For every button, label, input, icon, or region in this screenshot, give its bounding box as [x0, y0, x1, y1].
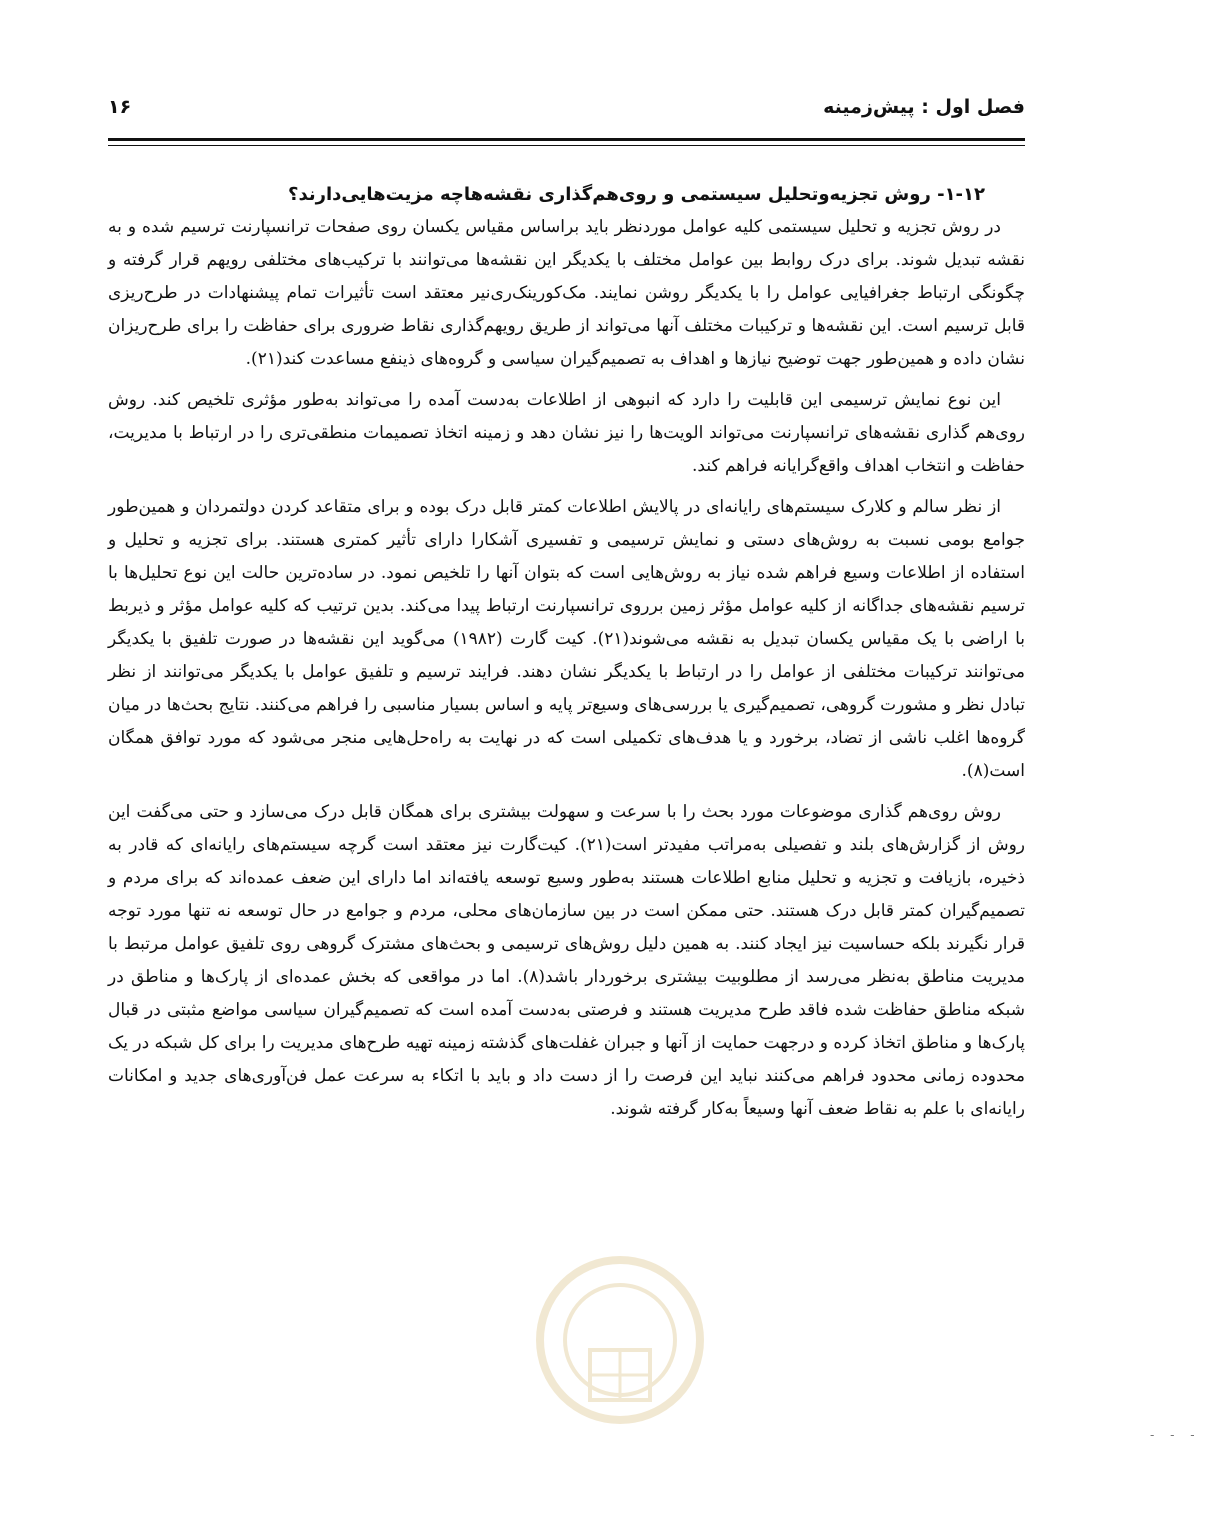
paragraph-1: در روش تجزیه و تحلیل سیستمی کلیه عوامل موردنظر باید براساس مقیاس یکسان روی صفحات ترانسپارنت ترسیم شده و به نقشه تبدیل شوند. برای درک روابط بین عوامل مختلف با یکدیگر این نقشه‌ها می‌توانند با ترکیب‌های مختلفی رویهم قرار گرفته و چگونگی ارتباط جغرافیایی عوامل را با یکدیگر روشن نمایند. مک‌کورینک‌ری‌نیر معتقد است تأثیرات تمام پیشنهادات در طرح‌ریزی قابل ترسیم است. این نقشه‌ها و ترکیبات مختلف آنها می‌تواند از طریق رویهم‌گذاری نقاط ضروری برای حفاظت را برای طرح‌ریزان نشان داده و همین‌طور جهت توضیح نیازها و اهداف به تصمیم‌گیران سیاسی و گروه‌های ذینفع مساعدت کند(۲۱). [108, 217, 1025, 369]
paragraph-2: این نوع نمایش ترسیمی این قابلیت را دارد که انبوهی از اطلاعات به‌دست آمده را می‌تواند به‌طور مؤثری تلخیص کند. روش روی‌هم گذاری نقشه‌های ترانسپارنت می‌تواند الویت‌ها را نیز نشان دهد و زمینه اتخاذ تصمیمات منطقی‌تری را در ارتباط با مدیریت، حفاظت و انتخاب اهداف واقع‌گرایانه فراهم کند. [108, 390, 1025, 476]
page-content [108, 178, 1025, 1134]
header-rule-thin [108, 145, 1025, 146]
watermark-logo [520, 1230, 720, 1470]
margin-marks: - - - [1150, 1428, 1201, 1442]
page-header [108, 96, 1025, 132]
header-rule-thick [108, 138, 1025, 141]
chapter-title: فصل اول : پیش‌زمینه [823, 96, 1025, 118]
paragraph-4: روش روی‌هم گذاری موضوعات مورد بحث را با سرعت و سهولت بیشتری برای همگان قابل درک می‌سازد و حتی می‌گفت این روش از گزارش‌های بلند و تفصیلی به‌مراتب مفیدتر است(۲۱). کیت‌گارت نیز معتقد است گرچه سیستم‌های رایانه‌ای که قادر به ذخیره، بازیافت و تجزیه و تحلیل منابع اطلاعات هستند به‌طور وسیع توسعه یافته‌اند اما دارای این ضعف عمده‌اند که برای مردم و تصمیم‌گیران کمتر قابل درک هستند. حتی ممکن است در بین سازمان‌های محلی، مردم و جوامع در حال توسعه نه تنها مورد توجه قرار نگیرند بلکه حساسیت نیز ایجاد کنند. به همین دلیل روش‌های ترسیمی و بحث‌های مشترک گروهی روی تلفیق عوامل مرتبط با مدیریت مناطق به‌نظر می‌رسد از مطلوبیت بیشتری برخوردار باشد(۸). اما در مواقعی که بخش عمده‌ای از پارک‌ها و مناطق در شبکه مناطق حفاظت شده فاقد طرح مدیریت هستند و فرصتی به‌دست آمده است که تصمیم‌گیران سیاسی مواضع مثبتی در قبال پارک‌ها و مناطق اتخاذ کرده و درجهت حمایت از آنها و جبران غفلت‌های گذشته زمینه تهیه طرح‌های مدیریت را برای کل شبکه در یک محدوده زمانی محدود فراهم می‌کنند نباید این فرصت را از دست داد و باید با اتکاء به سرعت عمل فن‌آوری‌های جدید و امکانات رایانه‌ای با علم به نقاط ضعف آنها وسیعاً به‌کار گرفته شوند. [108, 802, 1025, 1119]
section-heading: ۱-۱۲- روش تجزیه‌وتحلیل سیستمی و روی‌هم‌گذاری نقشه‌ها‌چه مزیت‌هایی‌دارند؟ [288, 184, 985, 205]
page-number: ۱۶ [108, 96, 132, 118]
paragraph-3: از نظر سالم و کلارک سیستم‌های رایانه‌ای در پالایش اطلاعات کمتر قابل درک بوده و برای متقاعد کردن دولتمردان و همین‌طور جوامع بومی نسبت به روش‌های دستی و نمایش ترسیمی و تفسیری آشکارا دارای تأثیر کمتری هستند. برای تجزیه و تحلیل و استفاده از اطلاعات وسیع فراهم شده نیاز به روش‌هایی است که بتوان آنها را تلخیص نمود. در ساده‌ترین حالت این نوع تحلیل‌ها با ترسیم نقشه‌های جداگانه از کلیه عوامل مؤثر زمین برروی ترانسپارنت ارتباط پیدا می‌کند. بدین ترتیب که کلیه عوامل مؤثر و ذیربط با اراضی با یک مقیاس یکسان تبدیل به نقشه می‌شوند(۲۱). کیت گارت (۱۹۸۲) می‌گوید این نقشه‌ها در صورت تلفیق با یکدیگر می‌توانند ترکیبات مختلفی از عوامل را در ارتباط با یکدیگر نشان دهند. فرایند ترسیم و تلفیق عوامل با یکدیگر می‌توانند از نظر تبادل نظر و مشورت گروهی، تصمیم‌گیری یا بررسی‌های وسیع‌تر پایه و اساس بسیار مناسبی را فراهم می‌کنند. نتایج بحث‌ها در میان گروه‌ها اغلب ناشی از تضاد، برخورد و یا هدف‌های تکمیلی است که در نهایت به راه‌حل‌هایی منجر می‌شود که مورد توافق همگان است(۸). [108, 497, 1025, 781]
